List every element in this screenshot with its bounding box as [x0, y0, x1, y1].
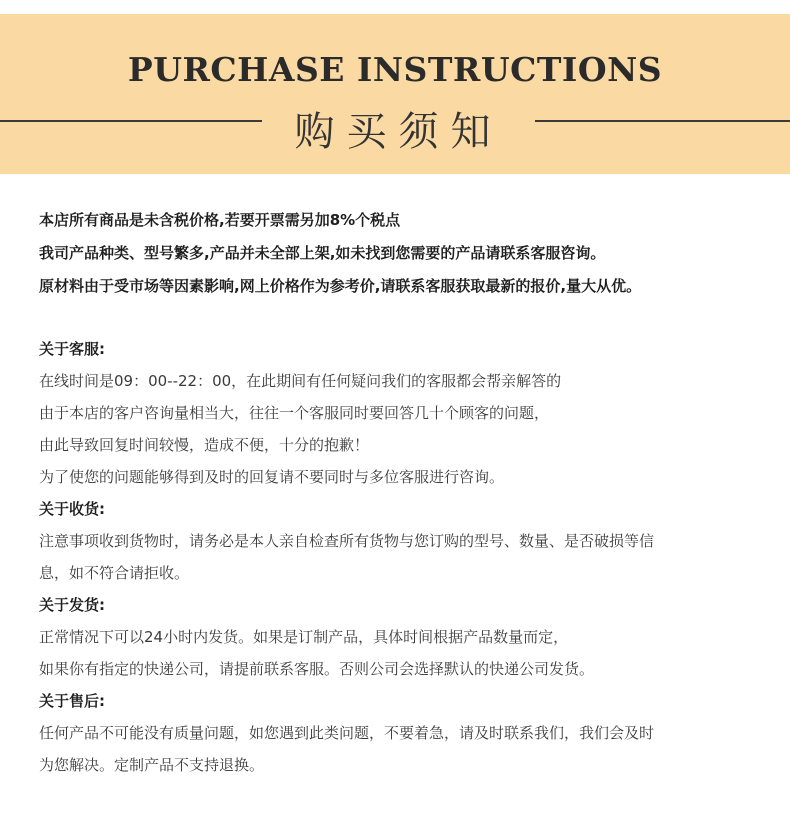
section-line: 在线时间是09：00--22：00，在此期间有任何疑问我们的客服都会帮亲解答的: [39, 372, 562, 390]
section-heading: 关于收货:: [39, 500, 105, 518]
section-after-sales: [39, 685, 769, 781]
section-line: 正常情况下可以24小时内发货。如果是订制产品，具体时间根据产品数量而定，: [39, 628, 569, 646]
section-line: 为您解决。定制产品不支持退换。: [39, 756, 265, 774]
section-line: 任何产品不可能没有质量问题，如您遇到此类问题，不要着急，请及时联系我们，我们会及时: [39, 724, 655, 742]
section-line: 注意事项收到货物时，请务必是本人亲自检查所有货物与您订购的型号、数量、是否破损等信: [39, 532, 655, 550]
notice-tax: 本店所有商品是未含税价格,若要开票需另加8%个税点: [39, 211, 401, 229]
notice-block: [39, 204, 769, 303]
section-heading: 关于售后:: [39, 692, 105, 710]
section-line: 由于本店的客户咨询量相当大，往往一个客服同时要回答几十个顾客的问题，: [39, 404, 550, 422]
section-customer-service: [39, 333, 769, 493]
section-heading: 关于发货:: [39, 596, 105, 614]
section-line: 由此导致回复时间较慢，造成不便，十分的抱歉！: [39, 436, 370, 454]
banner-subtitle: 购买须知: [294, 109, 503, 155]
section-line: 为了使您的问题能够得到及时的回复请不要同时与多位客服进行咨询。: [39, 468, 505, 486]
section-receiving: [39, 493, 769, 589]
notice-product-range: 我司产品种类、型号繁多,产品并未全部上架,如未找到您需要的产品请联系客服咨询。: [39, 244, 606, 262]
section-line: 息，如不符合请拒收。: [39, 564, 190, 582]
notice-pricing: 原材料由于受市场等因素影响,网上价格作为参考价,请联系客服获取最新的报价,量大从优。: [39, 277, 642, 295]
banner-title: PURCHASE INSTRUCTIONS: [127, 50, 663, 89]
banner-divider-right: [535, 120, 790, 122]
banner-divider-left: [0, 120, 262, 122]
section-heading: 关于客服:: [39, 340, 105, 358]
section-line: 如果你有指定的快递公司，请提前联系客服。否则公司会选择默认的快递公司发货。: [39, 660, 595, 678]
header-banner: [0, 14, 790, 174]
section-shipping: [39, 589, 769, 685]
